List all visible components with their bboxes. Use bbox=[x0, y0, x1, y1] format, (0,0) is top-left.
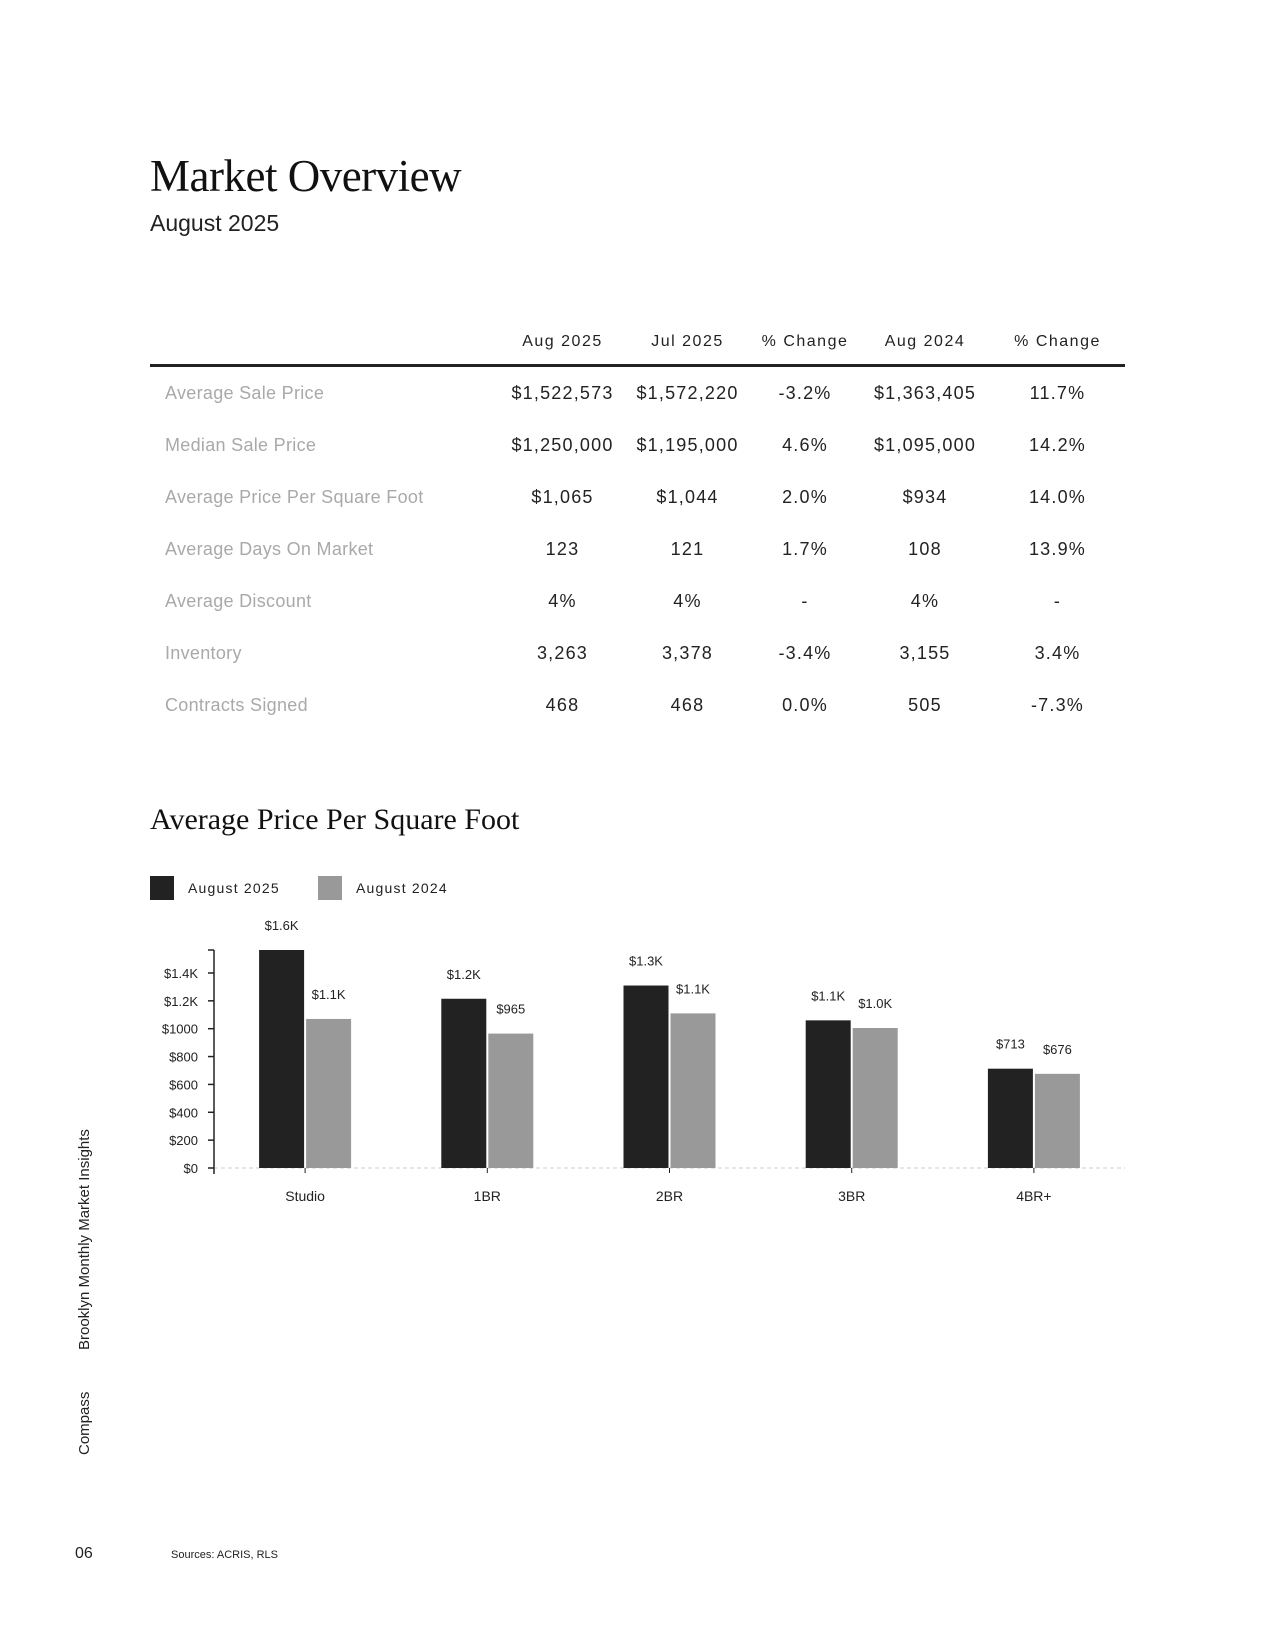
table-cell: $934 bbox=[902, 486, 948, 507]
side-report-title: Brooklyn Monthly Market Insights bbox=[76, 1129, 93, 1350]
table-cell: $1,065 bbox=[531, 486, 594, 507]
bar-4br-2024 bbox=[1035, 1074, 1080, 1168]
row-label: Inventory bbox=[165, 642, 242, 663]
bar-studio-2025 bbox=[259, 950, 304, 1168]
table-cell: 4% bbox=[548, 590, 577, 611]
table-cell: 4.6% bbox=[782, 434, 828, 455]
table-cell: 13.9% bbox=[1028, 538, 1087, 559]
x-tick-label: Studio bbox=[285, 1188, 325, 1204]
y-tick-label: $600 bbox=[169, 1077, 198, 1093]
bar-3br-2024 bbox=[853, 1028, 898, 1168]
table-cell: 4% bbox=[673, 590, 702, 611]
bar-data-label: $1.2K bbox=[446, 966, 481, 982]
bar-1br-2024 bbox=[488, 1034, 533, 1168]
row-label: Average Price Per Square Foot bbox=[165, 486, 424, 507]
bar-data-label: $1.3K bbox=[629, 953, 663, 969]
bar-data-label: $1.6K bbox=[264, 918, 299, 933]
bar-2br-2024 bbox=[671, 1013, 716, 1168]
table-cell: -7.3% bbox=[1030, 694, 1085, 715]
table-cell: $1,095,000 bbox=[873, 434, 977, 455]
table-cell: 0.0% bbox=[782, 694, 828, 715]
bar-data-label: $965 bbox=[496, 1001, 526, 1017]
column-header: Aug 2024 bbox=[860, 320, 990, 366]
x-tick-label: 2BR bbox=[655, 1188, 684, 1204]
row-label: Average Discount bbox=[165, 590, 312, 611]
page-subtitle: August 2025 bbox=[150, 210, 280, 236]
table-cell: 14.2% bbox=[1028, 434, 1087, 455]
column-header: % Change bbox=[750, 320, 860, 366]
y-tick-label: $1000 bbox=[161, 1021, 198, 1037]
table-cell: -3.4% bbox=[778, 642, 832, 663]
table-cell: 123 bbox=[545, 538, 580, 559]
table-cell: 3.4% bbox=[1034, 642, 1081, 663]
bar-studio-2024 bbox=[306, 1019, 351, 1168]
table-cell: 468 bbox=[545, 694, 580, 715]
bar-3br-2025 bbox=[806, 1020, 851, 1168]
table-cell: 468 bbox=[670, 694, 705, 715]
bar-data-label: $1.0K bbox=[858, 996, 893, 1012]
bar-data-label: $676 bbox=[1042, 1041, 1072, 1057]
table-cell: 4% bbox=[910, 590, 940, 611]
table-cell: 3,263 bbox=[536, 642, 589, 663]
x-tick-label: 3BR bbox=[838, 1188, 866, 1204]
legend-label-2025: August 2025 bbox=[188, 880, 280, 896]
table-cell: -3.2% bbox=[778, 382, 832, 403]
sources-note: Sources: ACRIS, RLS bbox=[171, 1549, 278, 1561]
row-label: Contracts Signed bbox=[165, 694, 308, 715]
bar-data-label: $713 bbox=[995, 1036, 1025, 1052]
table-cell: $1,044 bbox=[656, 486, 719, 507]
y-tick-label: $400 bbox=[169, 1105, 198, 1121]
chart-title: Average Price Per Square Foot bbox=[150, 803, 520, 836]
table-cell: $1,195,000 bbox=[636, 434, 739, 455]
table-cell: 3,155 bbox=[899, 642, 951, 663]
y-tick-label: $800 bbox=[169, 1049, 198, 1065]
row-label: Average Days On Market bbox=[165, 538, 374, 559]
table-cell: $1,572,220 bbox=[636, 382, 739, 403]
table-cell: 11.7% bbox=[1029, 382, 1086, 403]
table-cell: 108 bbox=[908, 538, 942, 559]
bar-data-label: $1.1K bbox=[311, 986, 346, 1002]
table-cell: $1,522,573 bbox=[511, 382, 614, 403]
table-cell: 121 bbox=[670, 538, 705, 559]
y-tick-label: $1.4K bbox=[164, 965, 198, 981]
x-tick-label: 4BR+ bbox=[1016, 1188, 1052, 1204]
page-title: Market Overview bbox=[150, 151, 462, 201]
table-cell: - bbox=[801, 590, 809, 611]
table-cell: 3,378 bbox=[661, 642, 714, 663]
table-cell: 1.7% bbox=[782, 538, 828, 559]
table-cell: $1,250,000 bbox=[511, 434, 614, 455]
table-cell: 505 bbox=[908, 694, 942, 715]
table-cell: 14.0% bbox=[1028, 486, 1087, 507]
bar-data-label: $1.1K bbox=[811, 988, 846, 1004]
row-label: Average Sale Price bbox=[165, 382, 325, 403]
table-cell: 2.0% bbox=[782, 486, 828, 507]
bar-1br-2025 bbox=[441, 999, 486, 1168]
bar-4br-2025 bbox=[988, 1069, 1033, 1168]
bar-data-label: $1.1K bbox=[676, 981, 710, 997]
column-header: Jul 2025 bbox=[625, 320, 750, 366]
bar-2br-2025 bbox=[624, 986, 669, 1168]
side-brand: Compass bbox=[76, 1391, 93, 1455]
y-tick-label: $0 bbox=[183, 1161, 198, 1176]
y-tick-label: $1.2K bbox=[164, 993, 198, 1009]
column-header: Aug 2025 bbox=[500, 320, 625, 366]
legend-label-2024: August 2024 bbox=[356, 880, 448, 896]
table-cell: - bbox=[1053, 590, 1062, 611]
x-tick-label: 1BR bbox=[473, 1188, 501, 1204]
y-tick-label: $200 bbox=[169, 1133, 198, 1149]
table-cell: $1,363,405 bbox=[873, 382, 977, 403]
column-header: % Change bbox=[990, 320, 1125, 366]
page-number: 06 bbox=[75, 1545, 93, 1562]
row-label: Median Sale Price bbox=[165, 434, 317, 455]
